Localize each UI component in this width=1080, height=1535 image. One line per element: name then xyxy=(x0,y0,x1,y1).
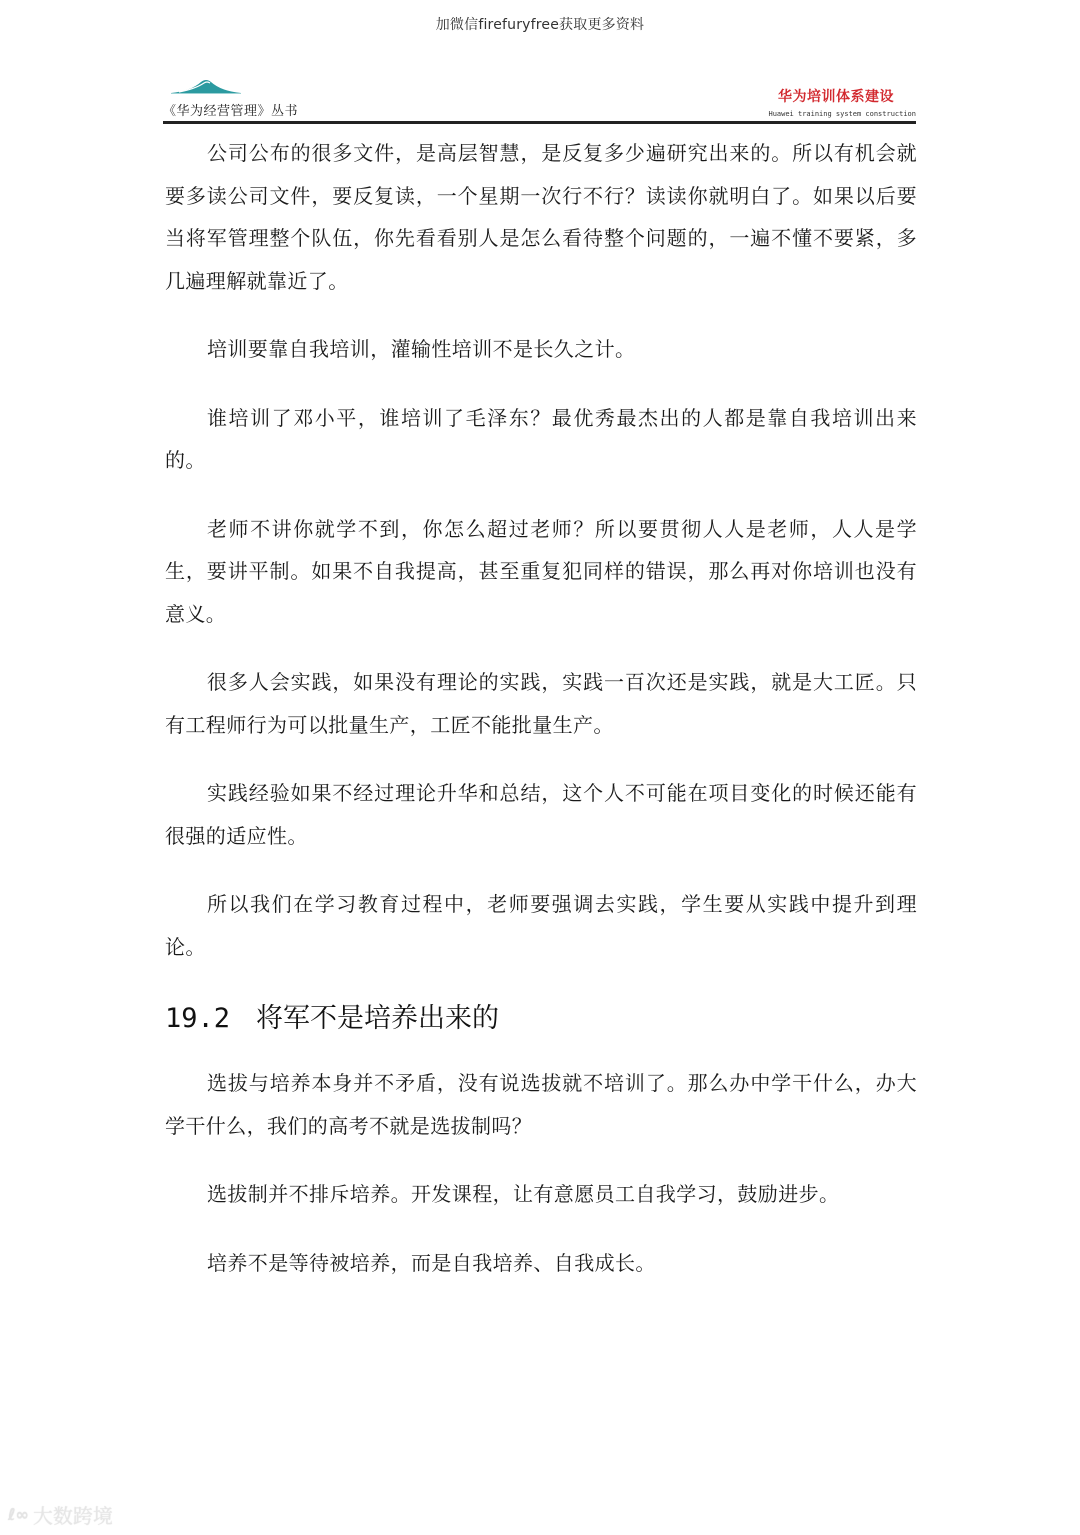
paragraph: 实践经验如果不经过理论升华和总结，这个人不可能在项目变化的时候还能有很强的适应性。 xyxy=(165,781,917,848)
bottom-watermark xyxy=(8,1500,113,1529)
watermark-text: 大数跨境 xyxy=(32,1504,113,1528)
paragraph: 所以我们在学习教育过程中，老师要强调去实践，学生要从实践中提升到理论。 xyxy=(165,892,917,959)
paragraph: 选拔与培养本身并不矛盾，没有说选拔就不培训了。那么办中学干什么，办大学干什么，我们的高考不就是选拔制吗？ xyxy=(165,1071,917,1138)
section-title: 将军不是培养出来的 xyxy=(256,1003,500,1034)
section-number: 19.2 xyxy=(165,1003,231,1034)
watermark-logo-icon: ℓ∞ xyxy=(8,1505,29,1524)
book-title: 华为培训体系建设 xyxy=(778,89,894,105)
paragraph: 培养不是等待被培养，而是自我培养、自我成长。 xyxy=(207,1250,656,1275)
page-header xyxy=(163,76,916,126)
mountain-logo-icon xyxy=(171,78,241,94)
series-title: 《华为经营管理》丛书 xyxy=(163,104,299,119)
paragraph: 谁培训了邓小平，谁培训了毛泽东？最优秀最杰出的人都是靠自我培训出来的。 xyxy=(165,405,917,472)
page-content xyxy=(165,132,917,1310)
header-divider xyxy=(163,121,916,124)
paragraph: 选拔制并不排斥培养。开发课程，让有意愿员工自我学习，鼓励进步。 xyxy=(207,1182,840,1206)
section-heading xyxy=(165,998,917,1040)
top-watermark-text: 加微信firefuryfree获取更多资料 xyxy=(435,17,645,33)
book-subtitle: Huawei training system construction xyxy=(768,110,916,118)
paragraph: 培训要靠自我培训，灌输性培训不是长久之计。 xyxy=(207,337,636,361)
paragraph: 公司公布的很多文件，是高层智慧，是反复多少遍研究出来的。所以有机会就要多读公司文件，要反复读，一个星期一次行不行？读读你就明白了。如果以后要当将军管理整个队伍，你先看看别人是怎么看待整个问题的，一遍不懂不要紧，多几遍理解就靠近了。 xyxy=(165,141,917,293)
paragraph: 老师不讲你就学不到，你怎么超过老师？所以要贯彻人人是老师，人人是学生，要讲平制。如果不自我提高，甚至重复犯同样的错误，那么再对你培训也没有意义。 xyxy=(165,516,917,626)
paragraph: 很多人会实践，如果没有理论的实践，实践一百次还是实践，就是大工匠。只有工程师行为可以批量生产，工匠不能批量生产。 xyxy=(165,670,917,737)
